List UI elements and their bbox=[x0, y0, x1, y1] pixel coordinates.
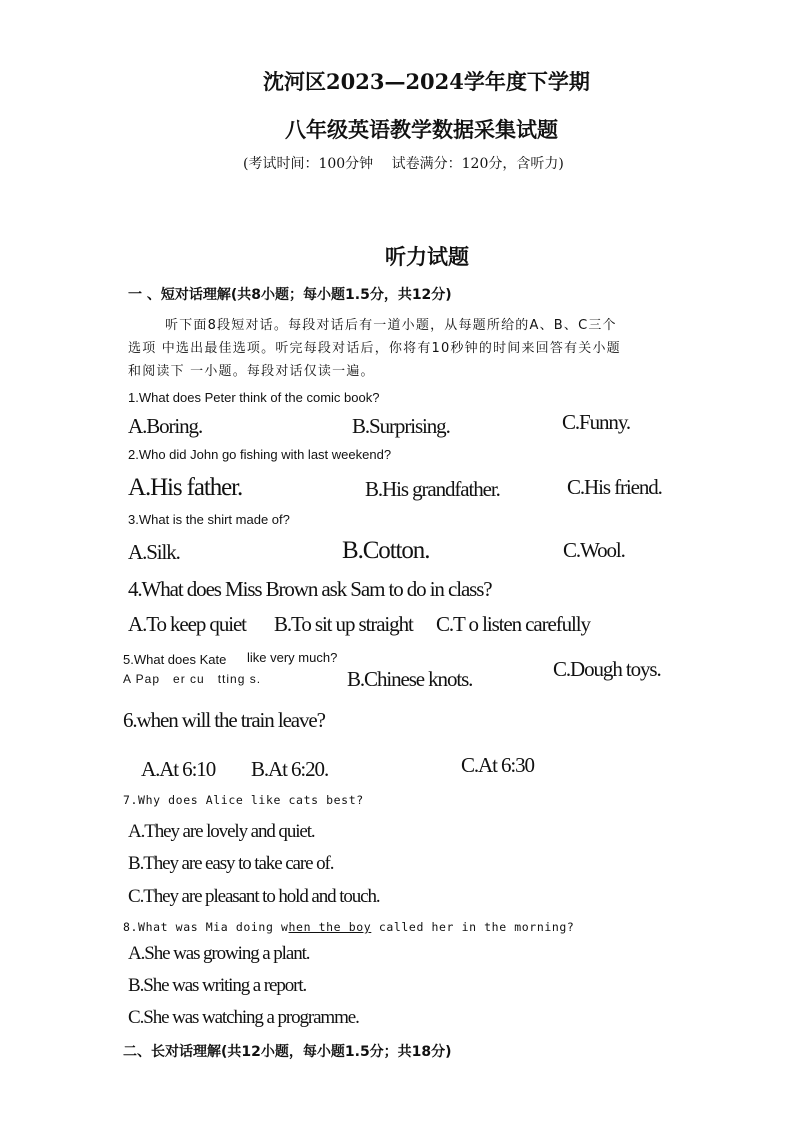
exam-title-line2: 八年级英语教学数据采集试题 bbox=[285, 117, 558, 142]
question-3: 3.What is the shirt made of? bbox=[128, 512, 290, 527]
q6-option-b: B.At 6:20. bbox=[251, 757, 329, 781]
q2-option-c: C.His friend. bbox=[567, 475, 662, 499]
question-4: 4.What does Miss Brown ask Sam to do in class? bbox=[128, 577, 492, 601]
q4-option-a: A.To keep quiet bbox=[128, 612, 246, 636]
q1-option-c: C.Funny. bbox=[562, 410, 631, 434]
q3-option-a: A.Silk. bbox=[128, 540, 180, 564]
q1-option-a: A.Boring. bbox=[128, 414, 203, 438]
q8-text-underlined: hen the boy bbox=[288, 920, 372, 934]
question-5-part1: 5.What does Kate bbox=[123, 652, 227, 667]
question-1: 1.What does Peter think of the comic book? bbox=[128, 390, 380, 405]
q8-option-a: A.She was growing a plant. bbox=[128, 943, 310, 964]
part1-title: 一 、短对话理解(共8小题；每小题1.5分，共12分) bbox=[128, 287, 452, 303]
q7-option-c: C.They are pleasant to hold and touch. bbox=[128, 886, 380, 907]
q8-text-pre: 8.What was Mia doing w bbox=[123, 920, 289, 934]
q5-option-b: B.Chinese knots. bbox=[347, 667, 473, 691]
instruction-line-1: 听下面8段短对话。每段对话后有一道小题，从每题所给的A、B、C三个 bbox=[165, 318, 617, 333]
q8-option-c: C.She was watching a programme. bbox=[128, 1007, 359, 1028]
q4-option-b: B.To sit up straight bbox=[274, 612, 413, 636]
q6-option-a: A.At 6:10 bbox=[141, 757, 216, 781]
q5-option-c: C.Dough toys. bbox=[553, 657, 661, 681]
q7-option-b: B.They are easy to take care of. bbox=[128, 853, 334, 874]
part2-title: 二、长对话理解(共12小题，每小题1.5分；共18分) bbox=[123, 1044, 452, 1060]
q4-option-c: C.T o listen carefully bbox=[436, 612, 590, 636]
question-8 bbox=[123, 920, 574, 934]
q5-option-a: A Pap er cu tting s. bbox=[123, 672, 262, 686]
question-5-part2: like very much? bbox=[247, 650, 338, 665]
q2-option-b: B.His grandfather. bbox=[365, 477, 500, 501]
q3-option-c: C.Wool. bbox=[563, 538, 625, 562]
q8-text-post: called her in the morning? bbox=[371, 920, 575, 934]
exam-info: (考试时间：100分钟 试卷满分：120分，含听力) bbox=[243, 156, 564, 172]
question-6: 6.when will the train leave? bbox=[123, 708, 325, 732]
question-2: 2.Who did John go fishing with last weekend? bbox=[128, 447, 392, 462]
exam-title-line1: 沈河区2023—2024学年度下学期 bbox=[263, 69, 590, 94]
q3-option-b: B.Cotton. bbox=[342, 537, 430, 564]
q8-option-b: B.She was writing a report. bbox=[128, 975, 307, 996]
instruction-line-3: 和阅读下 一小题。每段对话仅读一遍。 bbox=[128, 364, 375, 379]
q6-option-c: C.At 6:30 bbox=[461, 753, 534, 777]
question-7: 7.Why does Alice like cats best? bbox=[123, 793, 364, 807]
instruction-line-2: 选项 中选出最佳选项。听完每段对话后，你将有10秒钟的时间来回答有关小题 bbox=[128, 341, 621, 356]
q1-option-b: B.Surprising. bbox=[352, 414, 450, 438]
q7-option-a: A.They are lovely and quiet. bbox=[128, 821, 315, 842]
section-heading: 听力试题 bbox=[385, 244, 469, 269]
q2-option-a: A.His father. bbox=[128, 474, 243, 501]
